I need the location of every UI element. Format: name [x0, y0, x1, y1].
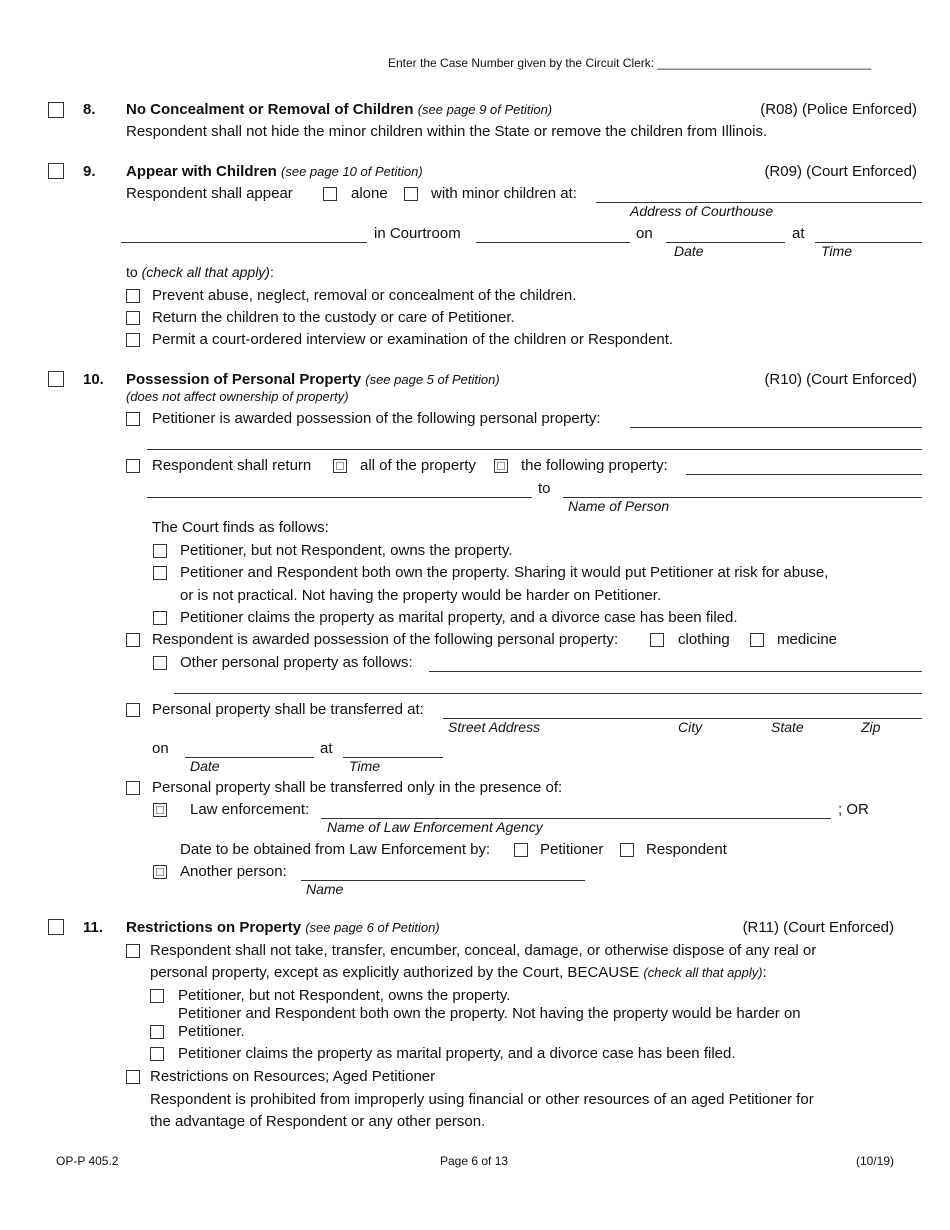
- transferred-at-checkbox[interactable]: [126, 703, 140, 717]
- section-8-title: No Concealment or Removal of Children: [126, 101, 414, 118]
- other-property-label: Other personal property as follows:: [180, 654, 413, 671]
- restrict-marital-label: Petitioner claims the property as marital property, and a divorce case has been filed.: [178, 1045, 736, 1062]
- form-number: OP-P 405.2: [56, 1154, 119, 1168]
- restrict-owns-checkbox[interactable]: [150, 989, 164, 1003]
- following-property-label: the following property:: [521, 457, 668, 474]
- courtroom-field[interactable]: [476, 242, 630, 243]
- return-property-field-2[interactable]: [147, 497, 532, 498]
- interview-label: Permit a court-ordered interview or examination of the children or Respondent.: [152, 331, 674, 348]
- section-9-title: Appear with Children: [126, 163, 277, 180]
- case-number-label: Enter the Case Number given by the Circuit Clerk: ________________________________: [388, 56, 872, 70]
- presence-label: Personal property shall be transferred only in the presence of:: [152, 779, 563, 796]
- section-10-ref: (see page 5 of Petition): [365, 372, 500, 387]
- appear-time-caption: Time: [821, 243, 852, 259]
- respondent-return-checkbox[interactable]: [126, 459, 140, 473]
- transfer-on-label: on: [152, 740, 169, 757]
- respondent-awarded-label: Respondent is awarded possession of the following personal property:: [152, 631, 619, 648]
- date-obtained-label: Date to be obtained from Law Enforcement by:: [180, 841, 491, 858]
- resources-text-2: the advantage of Respondent or any other person.: [150, 1113, 486, 1130]
- with-children-label: with minor children at:: [431, 185, 577, 202]
- person-name-caption: Name of Person: [568, 498, 670, 514]
- section-10-number: 10.: [83, 371, 104, 388]
- resources-text-1: Respondent is prohibited from improperly using financial or other resources of an aged Petitioner for: [150, 1091, 814, 1108]
- street-caption: Street Address: [448, 719, 541, 735]
- restrict-property-label-2: personal property, except as explicitly authorized by the Court, BECAUSE (check all that apply):: [150, 964, 767, 981]
- find-both-own-checkbox[interactable]: [153, 566, 167, 580]
- transfer-date-caption: Date: [190, 758, 220, 774]
- restrict-property-checkbox[interactable]: [126, 944, 140, 958]
- obtain-respondent-label: Respondent: [646, 841, 727, 858]
- clothing-checkbox[interactable]: [650, 633, 664, 647]
- transfer-at-label: at: [320, 740, 333, 757]
- section-11-number: 11.: [83, 919, 104, 936]
- respondent-return-label: Respondent shall return: [152, 457, 312, 474]
- transfer-time-caption: Time: [349, 758, 380, 774]
- section-8-text: Respondent shall not hide the minor children within the State or remove the children from Illinois.: [126, 123, 768, 140]
- court-finds-label: The Court finds as follows:: [152, 519, 329, 536]
- restrict-resources-label: Restrictions on Resources; Aged Petitioner: [150, 1068, 436, 1085]
- all-property-checkbox[interactable]: [333, 459, 347, 473]
- agency-caption: Name of Law Enforcement Agency: [327, 819, 543, 835]
- section-11-ref: (see page 6 of Petition): [305, 920, 440, 935]
- transferred-at-label: Personal property shall be transferred at:: [152, 701, 424, 718]
- medicine-checkbox[interactable]: [750, 633, 764, 647]
- another-person-caption: Name: [306, 881, 344, 897]
- law-enforcement-checkbox[interactable]: [153, 803, 167, 817]
- page-number: Page 6 of 13: [440, 1154, 509, 1168]
- appear-date-caption: Date: [674, 243, 704, 259]
- find-marital-checkbox[interactable]: [153, 611, 167, 625]
- find-both-own-label-2: or is not practical. Not having the property would be harder on Petitioner.: [180, 587, 662, 604]
- zip-caption: Zip: [861, 719, 881, 735]
- law-enforcement-label: Law enforcement:: [190, 801, 310, 818]
- case-number-blank[interactable]: ________________________________: [657, 56, 872, 70]
- section-10-checkbox[interactable]: [48, 371, 64, 387]
- presence-checkbox[interactable]: [126, 781, 140, 795]
- section-11-heading: [126, 919, 440, 936]
- petitioner-awarded-label: Petitioner is awarded possession of the following personal property:: [152, 410, 601, 427]
- to-label: to: [538, 480, 551, 497]
- petitioner-awarded-checkbox[interactable]: [126, 412, 140, 426]
- obtain-respondent-checkbox[interactable]: [620, 843, 634, 857]
- interview-checkbox[interactable]: [126, 333, 140, 347]
- find-owns-label: Petitioner, but not Respondent, owns the property.: [180, 542, 513, 559]
- find-owns-checkbox[interactable]: [153, 544, 167, 558]
- section-11-checkbox[interactable]: [48, 919, 64, 935]
- obtain-petitioner-checkbox[interactable]: [514, 843, 528, 857]
- clothing-label: clothing: [678, 631, 730, 648]
- at-label: at: [792, 225, 805, 242]
- return-children-checkbox[interactable]: [126, 311, 140, 325]
- restrict-owns-label: Petitioner, but not Respondent, owns the property.: [178, 987, 511, 1004]
- medicine-label: medicine: [777, 631, 838, 648]
- section-9-ref: (see page 10 of Petition): [281, 164, 423, 179]
- other-property-field[interactable]: [429, 671, 922, 672]
- section-10-note: (does not affect ownership of property): [126, 389, 349, 404]
- restrict-both-label: Petitioner and Respondent both own the property. Not having the property would be harder on: [178, 1005, 801, 1022]
- appear-label: Respondent shall appear: [126, 185, 293, 202]
- return-children-label: Return the children to the custody or care of Petitioner.: [152, 309, 515, 326]
- restrict-resources-checkbox[interactable]: [126, 1070, 140, 1084]
- section-9-code: (R09) (Court Enforced): [764, 163, 917, 180]
- city-caption: City: [678, 719, 703, 735]
- respondent-awarded-checkbox[interactable]: [126, 633, 140, 647]
- restrict-both-checkbox[interactable]: [150, 1025, 164, 1039]
- section-10-heading: [126, 371, 500, 388]
- following-property-checkbox[interactable]: [494, 459, 508, 473]
- on-label: on: [636, 225, 653, 242]
- section-11-title: Restrictions on Property: [126, 919, 302, 936]
- section-9-number: 9.: [83, 163, 96, 180]
- another-person-checkbox[interactable]: [153, 865, 167, 879]
- revision-date: (10/19): [855, 1154, 894, 1168]
- return-property-field[interactable]: [686, 474, 922, 475]
- check-all-line: to (check all that apply):: [126, 264, 274, 280]
- other-property-checkbox[interactable]: [153, 656, 167, 670]
- find-both-own-label: Petitioner and Respondent both own the property. Sharing it would put Petitioner at risk for abuse,: [180, 564, 829, 581]
- section-8-ref: (see page 9 of Petition): [417, 102, 553, 117]
- section-11-code: (R11) (Court Enforced): [742, 919, 894, 936]
- prevent-abuse-checkbox[interactable]: [126, 289, 140, 303]
- prevent-abuse-label: Prevent abuse, neglect, removal or concealment of the children.: [152, 287, 577, 304]
- state-caption: State: [771, 719, 804, 735]
- courthouse-line-field[interactable]: [121, 242, 367, 243]
- another-person-field[interactable]: [301, 880, 585, 881]
- section-9-checkbox[interactable]: [48, 163, 64, 179]
- all-property-label: all of the property: [360, 457, 476, 474]
- another-person-label: Another person:: [180, 863, 287, 880]
- alone-checkbox[interactable]: [323, 187, 337, 201]
- section-8-code: (R08) (Police Enforced): [760, 101, 917, 118]
- section-10-title: Possession of Personal Property: [126, 371, 362, 388]
- section-10-code: (R10) (Court Enforced): [764, 371, 917, 388]
- restrict-both-label-2: Petitioner.: [178, 1023, 245, 1040]
- restrict-marital-checkbox[interactable]: [150, 1047, 164, 1061]
- petitioner-property-field[interactable]: [630, 427, 922, 428]
- find-marital-label: Petitioner claims the property as marital property, and a divorce case has been filed.: [180, 609, 738, 626]
- section-8-heading: [126, 101, 552, 118]
- alone-label: alone: [351, 185, 388, 202]
- restrict-property-label: Respondent shall not take, transfer, encumber, conceal, damage, or otherwise dispose of any real or: [150, 942, 817, 959]
- section-8-checkbox[interactable]: [48, 102, 64, 118]
- section-8-number: 8.: [83, 101, 96, 118]
- or-label: ; OR: [838, 801, 869, 818]
- courthouse-address-caption: Address of Courthouse: [630, 203, 774, 219]
- section-9-heading: [126, 163, 423, 180]
- with-children-checkbox[interactable]: [404, 187, 418, 201]
- petitioner-property-field-2[interactable]: [147, 449, 922, 450]
- other-property-field-2[interactable]: [174, 693, 922, 694]
- obtain-petitioner-label: Petitioner: [540, 841, 604, 858]
- in-courtroom-label: in Courtroom: [374, 225, 461, 242]
